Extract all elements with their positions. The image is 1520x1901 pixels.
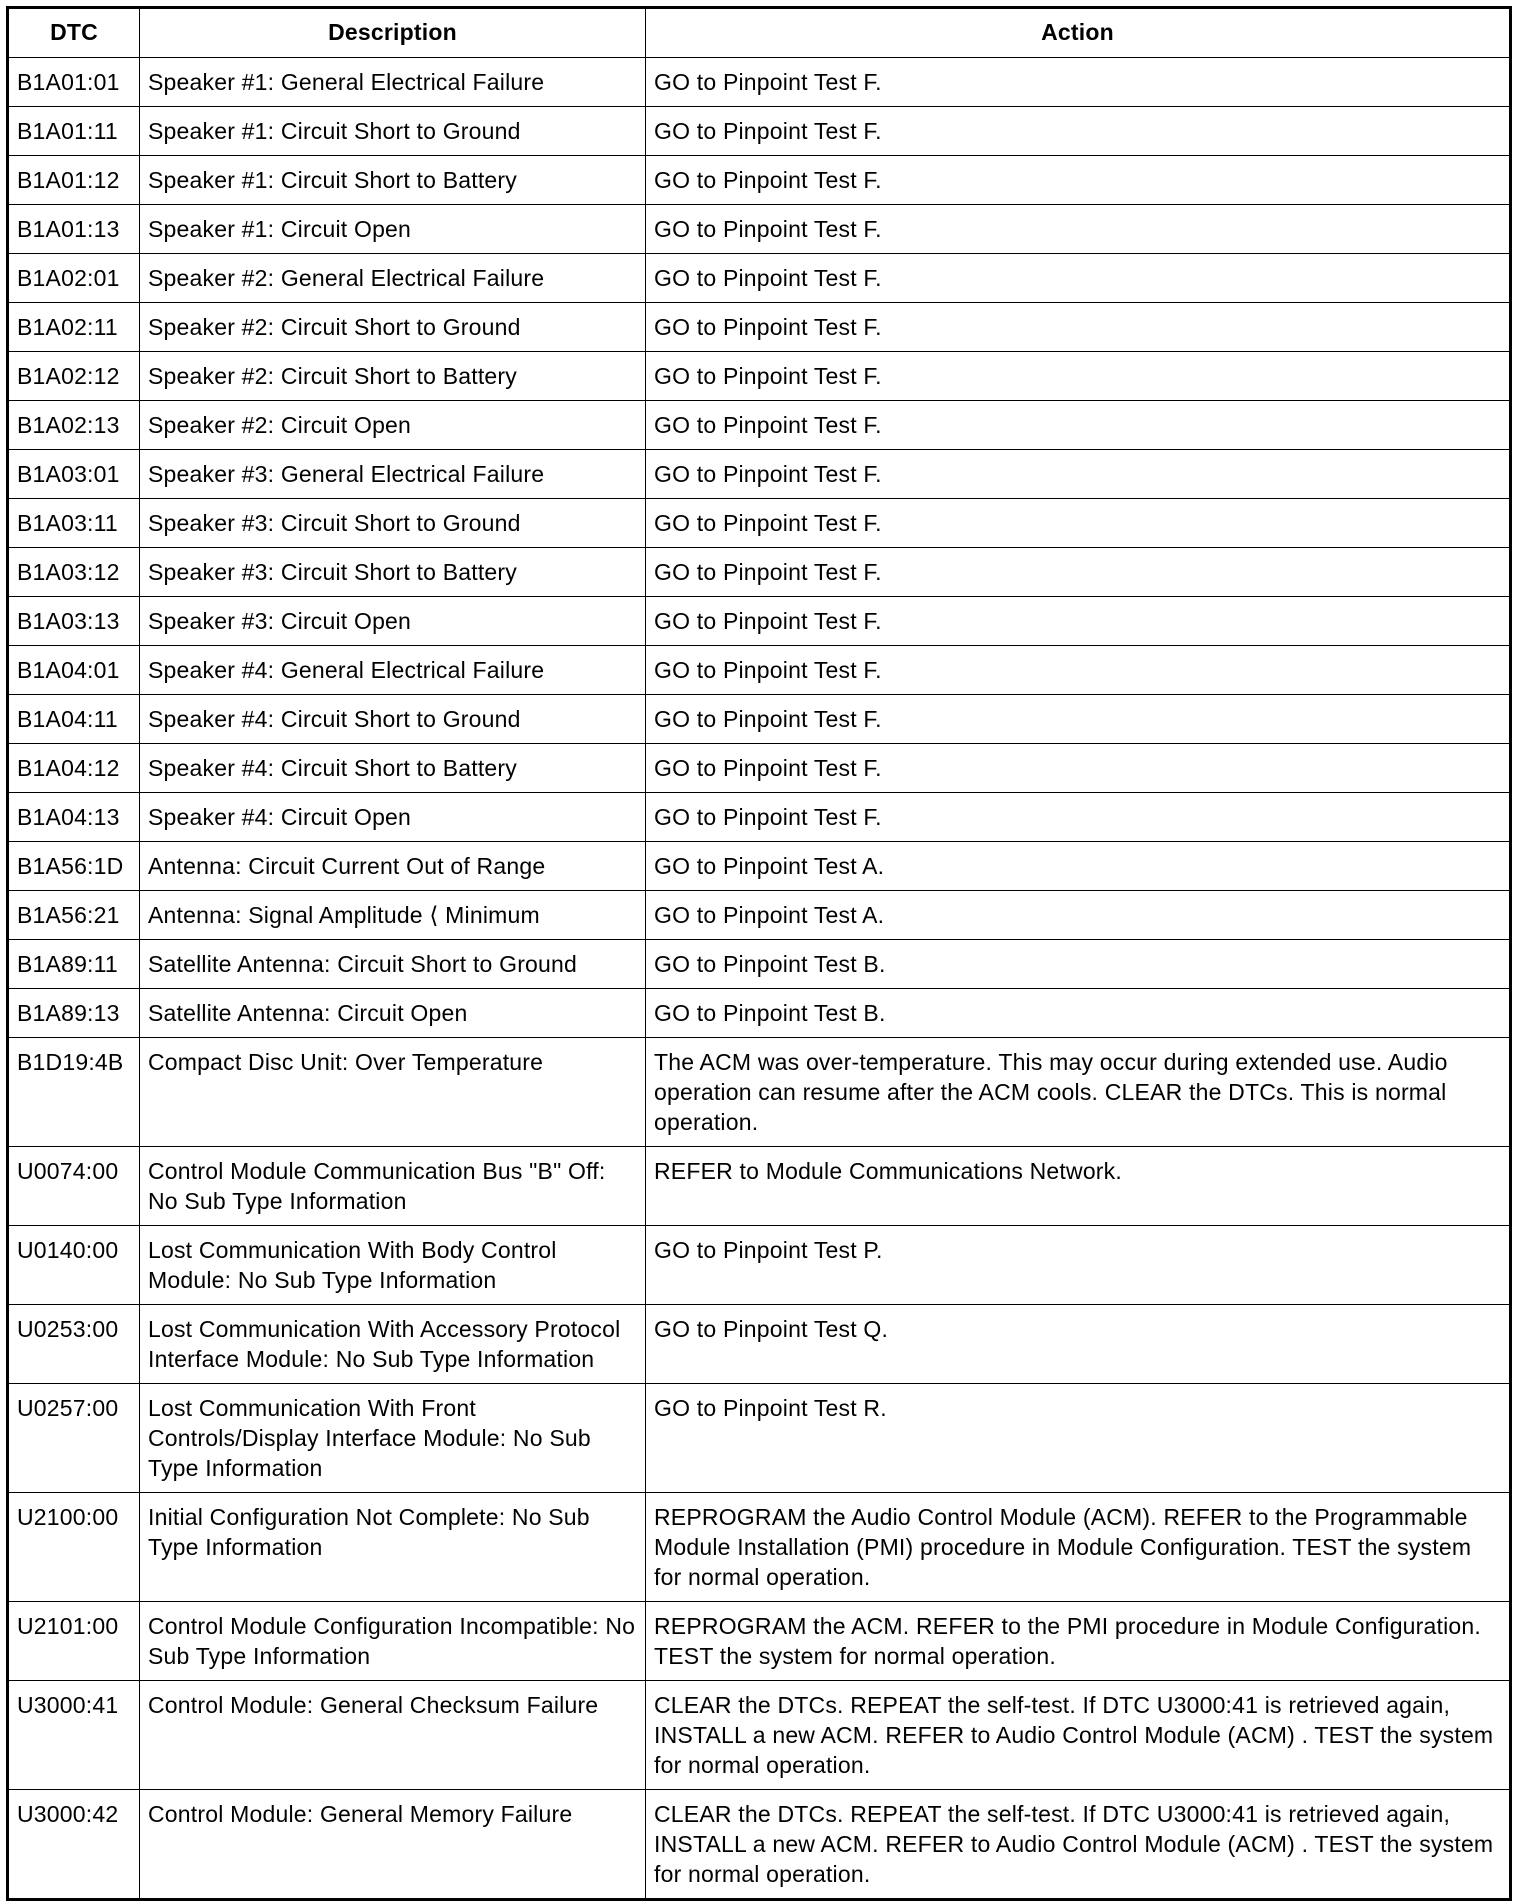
description-cell: Speaker #3: Circuit Short to Ground [140,499,646,548]
description-cell: Speaker #4: Circuit Open [140,793,646,842]
description-cell: Satellite Antenna: Circuit Short to Ground [140,940,646,989]
description-cell: Satellite Antenna: Circuit Open [140,989,646,1038]
table-row [8,450,1511,499]
description-cell: Speaker #4: Circuit Short to Ground [140,695,646,744]
table-row [8,1790,1511,1900]
description-cell: Control Module: General Memory Failure [140,1790,646,1900]
dtc-cell: U0074:00 [8,1147,140,1226]
table-row [8,254,1511,303]
dtc-cell: U3000:42 [8,1790,140,1900]
dtc-cell: U0257:00 [8,1384,140,1493]
table-row [8,597,1511,646]
description-cell: Speaker #4: Circuit Short to Battery [140,744,646,793]
action-cell: CLEAR the DTCs. REPEAT the self-test. If DTC U3000:41 is retrieved again, INSTALL a new ACM. REFER to Audio Control Module (ACM) . TEST the system for normal operation. [646,1681,1511,1790]
action-cell: GO to Pinpoint Test P. [646,1226,1511,1305]
description-cell: Speaker #2: Circuit Open [140,401,646,450]
dtc-cell: B1A56:21 [8,891,140,940]
action-cell: GO to Pinpoint Test F. [646,548,1511,597]
action-cell: GO to Pinpoint Test F. [646,352,1511,401]
table-row [8,1384,1511,1493]
table-row [8,1602,1511,1681]
dtc-cell: U3000:41 [8,1681,140,1790]
table-row [8,646,1511,695]
dtc-cell: B1A01:01 [8,58,140,107]
action-cell: GO to Pinpoint Test F. [646,793,1511,842]
dtc-cell: B1D19:4B [8,1038,140,1147]
dtc-cell: U2101:00 [8,1602,140,1681]
dtc-cell: B1A89:13 [8,989,140,1038]
action-cell: GO to Pinpoint Test F. [646,450,1511,499]
action-cell: GO to Pinpoint Test F. [646,597,1511,646]
dtc-cell: B1A04:11 [8,695,140,744]
table-row [8,1226,1511,1305]
dtc-cell: B1A01:11 [8,107,140,156]
description-cell: Speaker #3: General Electrical Failure [140,450,646,499]
dtc-cell: B1A03:13 [8,597,140,646]
table-row [8,352,1511,401]
action-cell: REFER to Module Communications Network. [646,1147,1511,1226]
dtc-cell: B1A02:12 [8,352,140,401]
description-cell: Speaker #2: Circuit Short to Ground [140,303,646,352]
action-cell: GO to Pinpoint Test F. [646,695,1511,744]
action-cell: GO to Pinpoint Test B. [646,989,1511,1038]
dtc-cell: U0140:00 [8,1226,140,1305]
action-cell: GO to Pinpoint Test F. [646,107,1511,156]
description-cell: Speaker #4: General Electrical Failure [140,646,646,695]
dtc-cell: B1A01:13 [8,205,140,254]
dtc-cell: U0253:00 [8,1305,140,1384]
description-cell: Lost Communication With Front Controls/Display Interface Module: No Sub Type Information [140,1384,646,1493]
description-cell: Control Module: General Checksum Failure [140,1681,646,1790]
description-cell: Lost Communication With Body Control Module: No Sub Type Information [140,1226,646,1305]
description-cell: Speaker #1: Circuit Short to Battery [140,156,646,205]
table-row [8,1493,1511,1602]
description-cell: Speaker #1: Circuit Short to Ground [140,107,646,156]
table-row [8,744,1511,793]
dtc-cell: B1A02:01 [8,254,140,303]
header-description: Description [140,8,646,58]
action-cell: GO to Pinpoint Test F. [646,205,1511,254]
table-row [8,548,1511,597]
action-cell: GO to Pinpoint Test B. [646,940,1511,989]
action-cell: GO to Pinpoint Test A. [646,891,1511,940]
table-row [8,58,1511,107]
action-cell: GO to Pinpoint Test A. [646,842,1511,891]
action-cell: The ACM was over-temperature. This may occur during extended use. Audio operation can resume after the ACM cools. CLEAR the DTCs. This is normal operation. [646,1038,1511,1147]
dtc-cell: B1A02:13 [8,401,140,450]
dtc-cell: B1A56:1D [8,842,140,891]
description-cell: Speaker #2: General Electrical Failure [140,254,646,303]
action-cell: GO to Pinpoint Test F. [646,156,1511,205]
action-cell: GO to Pinpoint Test F. [646,58,1511,107]
description-cell: Speaker #3: Circuit Open [140,597,646,646]
dtc-cell: B1A02:11 [8,303,140,352]
table-row [8,205,1511,254]
action-cell: CLEAR the DTCs. REPEAT the self-test. If DTC U3000:41 is retrieved again, INSTALL a new ACM. REFER to Audio Control Module (ACM) . TEST the system for normal operation. [646,1790,1511,1900]
action-cell: REPROGRAM the Audio Control Module (ACM). REFER to the Programmable Module Installation (PMI) procedure in Module Configuration. TEST the system for normal operation. [646,1493,1511,1602]
header-dtc: DTC [8,8,140,58]
dtc-cell: B1A03:11 [8,499,140,548]
table-row [8,303,1511,352]
dtc-table [6,6,1512,1901]
description-cell: Antenna: Circuit Current Out of Range [140,842,646,891]
action-cell: GO to Pinpoint Test R. [646,1384,1511,1493]
description-cell: Compact Disc Unit: Over Temperature [140,1038,646,1147]
table-row [8,1147,1511,1226]
action-cell: GO to Pinpoint Test Q. [646,1305,1511,1384]
description-cell: Initial Configuration Not Complete: No Sub Type Information [140,1493,646,1602]
description-cell: Lost Communication With Accessory Protocol Interface Module: No Sub Type Information [140,1305,646,1384]
table-row [8,891,1511,940]
description-cell: Speaker #3: Circuit Short to Battery [140,548,646,597]
table-row [8,1681,1511,1790]
action-cell: GO to Pinpoint Test F. [646,303,1511,352]
action-cell: GO to Pinpoint Test F. [646,646,1511,695]
description-cell: Speaker #1: Circuit Open [140,205,646,254]
action-cell: GO to Pinpoint Test F. [646,254,1511,303]
table-row [8,499,1511,548]
table-row [8,695,1511,744]
description-cell: Control Module Configuration Incompatible: No Sub Type Information [140,1602,646,1681]
header-row [8,8,1511,58]
dtc-cell: B1A03:12 [8,548,140,597]
action-cell: GO to Pinpoint Test F. [646,499,1511,548]
description-cell: Speaker #1: General Electrical Failure [140,58,646,107]
table-row [8,1305,1511,1384]
dtc-cell: B1A04:13 [8,793,140,842]
dtc-cell: B1A89:11 [8,940,140,989]
dtc-cell: B1A01:12 [8,156,140,205]
table-row [8,401,1511,450]
table-row [8,1038,1511,1147]
dtc-cell: B1A03:01 [8,450,140,499]
header-action: Action [646,8,1511,58]
description-cell: Antenna: Signal Amplitude ⟨ Minimum [140,891,646,940]
table-row [8,842,1511,891]
action-cell: GO to Pinpoint Test F. [646,401,1511,450]
dtc-cell: U2100:00 [8,1493,140,1602]
action-cell: REPROGRAM the ACM. REFER to the PMI procedure in Module Configuration. TEST the system for normal operation. [646,1602,1511,1681]
table-row [8,989,1511,1038]
action-cell: GO to Pinpoint Test F. [646,744,1511,793]
table-row [8,940,1511,989]
description-cell: Speaker #2: Circuit Short to Battery [140,352,646,401]
description-cell: Control Module Communication Bus "B" Off: No Sub Type Information [140,1147,646,1226]
table-row [8,156,1511,205]
table-row [8,793,1511,842]
dtc-cell: B1A04:12 [8,744,140,793]
dtc-cell: B1A04:01 [8,646,140,695]
table-row [8,107,1511,156]
